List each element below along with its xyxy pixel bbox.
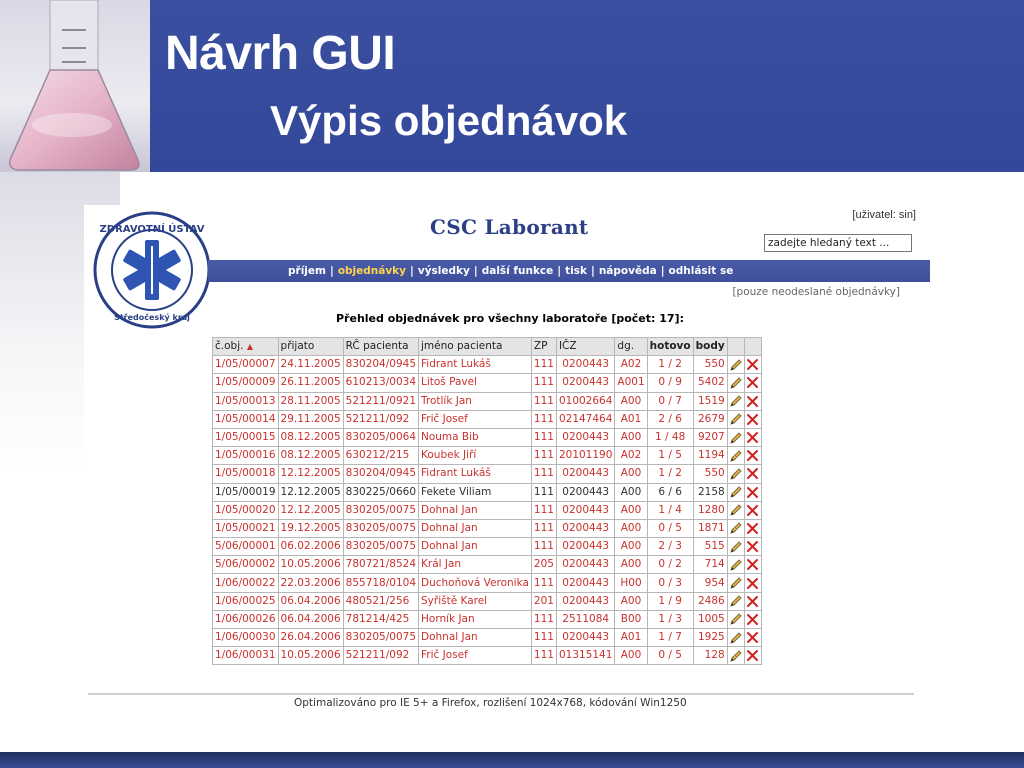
delete-button[interactable] bbox=[744, 428, 761, 446]
edit-button[interactable] bbox=[727, 610, 744, 628]
cell-hotovo: 1 / 5 bbox=[647, 447, 693, 465]
cell-rc: 855718/0104 bbox=[343, 574, 418, 592]
cell-body: 954 bbox=[693, 574, 727, 592]
delete-button[interactable] bbox=[744, 447, 761, 465]
cell-jmeno: Koubek Jiří bbox=[419, 447, 532, 465]
main-nav bbox=[208, 260, 930, 282]
cell-rc: 521211/092 bbox=[343, 410, 418, 428]
col-edit bbox=[727, 338, 744, 356]
cell-body: 515 bbox=[693, 538, 727, 556]
edit-pencil-icon bbox=[729, 649, 743, 663]
cell-body: 550 bbox=[693, 465, 727, 483]
cell-hotovo: 2 / 3 bbox=[647, 538, 693, 556]
cell-dg: A00 bbox=[615, 483, 647, 501]
cell-dg: A00 bbox=[615, 592, 647, 610]
delete-button[interactable] bbox=[744, 519, 761, 537]
flask-icon bbox=[0, 0, 150, 172]
cell-rc: 630212/215 bbox=[343, 447, 418, 465]
cell-prijato: 12.12.2005 bbox=[278, 465, 343, 483]
edit-pencil-icon bbox=[729, 394, 743, 408]
table-row[interactable] bbox=[213, 519, 762, 537]
slide-subtitle: Výpis objednávok bbox=[270, 97, 628, 144]
delete-button[interactable] bbox=[744, 392, 761, 410]
cell-hotovo: 6 / 6 bbox=[647, 483, 693, 501]
overview-title: Přehled objednávek pro všechny laboratoře [počet: 17]: bbox=[336, 312, 684, 325]
cell-icz: 0200443 bbox=[556, 538, 614, 556]
cell-jmeno: Fekete Viliam bbox=[419, 483, 532, 501]
cell-zp: 111 bbox=[531, 465, 556, 483]
cell-jmeno: Horník Jan bbox=[419, 610, 532, 628]
delete-x-icon bbox=[746, 431, 759, 444]
col-body[interactable]: body bbox=[693, 338, 727, 356]
nav-separator: | bbox=[590, 265, 595, 277]
cell-rc: 830205/0075 bbox=[343, 519, 418, 537]
cell-zp: 111 bbox=[531, 574, 556, 592]
col-delete bbox=[744, 338, 761, 356]
cell-jmeno: Frič Josef bbox=[419, 647, 532, 665]
cell-icz: 0200443 bbox=[556, 556, 614, 574]
edit-button[interactable] bbox=[727, 356, 744, 374]
cell-hotovo: 0 / 5 bbox=[647, 519, 693, 537]
cell-prijato: 06.04.2006 bbox=[278, 610, 343, 628]
delete-x-icon bbox=[746, 649, 759, 662]
cell-zp: 111 bbox=[531, 356, 556, 374]
col-prijato[interactable]: přijato bbox=[278, 338, 343, 356]
cell-prijato: 26.11.2005 bbox=[278, 374, 343, 392]
logo-text-top: ZDRAVOTNÍ ÚSTAV bbox=[99, 224, 205, 235]
edit-button[interactable] bbox=[727, 447, 744, 465]
cell-icz: 0200443 bbox=[556, 592, 614, 610]
table-row[interactable] bbox=[213, 356, 762, 374]
cell-dg: A02 bbox=[615, 447, 647, 465]
slide-footer-bar bbox=[0, 752, 1024, 768]
cell-cobj[interactable]: 1/05/00007 bbox=[213, 356, 279, 374]
cell-rc: 830225/0660 bbox=[343, 483, 418, 501]
cell-body: 714 bbox=[693, 556, 727, 574]
cell-prijato: 26.04.2006 bbox=[278, 629, 343, 647]
table-row[interactable] bbox=[213, 374, 762, 392]
col-cobj[interactable]: č.obj. ▲ bbox=[213, 338, 279, 356]
cell-icz: 0200443 bbox=[556, 374, 614, 392]
cell-rc: 780721/8524 bbox=[343, 556, 418, 574]
cell-jmeno: Litoš Pavel bbox=[419, 374, 532, 392]
cell-rc: 830204/0945 bbox=[343, 465, 418, 483]
cell-prijato: 10.05.2006 bbox=[278, 556, 343, 574]
col-jmeno[interactable]: jméno pacienta bbox=[419, 338, 532, 356]
cell-cobj[interactable]: 1/05/00015 bbox=[213, 428, 279, 446]
cell-prijato: 06.02.2006 bbox=[278, 538, 343, 556]
footer-divider bbox=[88, 693, 914, 695]
cell-body: 2679 bbox=[693, 410, 727, 428]
delete-button[interactable] bbox=[744, 374, 761, 392]
cell-prijato: 08.12.2005 bbox=[278, 428, 343, 446]
slide-title: Návrh GUI bbox=[165, 27, 396, 80]
cell-jmeno: Frič Josef bbox=[419, 410, 532, 428]
delete-button[interactable] bbox=[744, 538, 761, 556]
cell-jmeno: Fidrant Lukáš bbox=[419, 465, 532, 483]
cell-zp: 111 bbox=[531, 447, 556, 465]
delete-button[interactable] bbox=[744, 592, 761, 610]
cell-cobj[interactable]: 1/05/00013 bbox=[213, 392, 279, 410]
cell-dg: H00 bbox=[615, 574, 647, 592]
cell-rc: 830205/0075 bbox=[343, 501, 418, 519]
cell-hotovo: 0 / 5 bbox=[647, 647, 693, 665]
cell-body: 1280 bbox=[693, 501, 727, 519]
cell-icz: 0200443 bbox=[556, 356, 614, 374]
cell-cobj[interactable]: 1/06/00030 bbox=[213, 629, 279, 647]
edit-pencil-icon bbox=[729, 358, 743, 372]
edit-button[interactable] bbox=[727, 465, 744, 483]
cell-cobj[interactable]: 1/05/00020 bbox=[213, 501, 279, 519]
cell-jmeno: Trotlík Jan bbox=[419, 392, 532, 410]
cell-zp: 111 bbox=[531, 392, 556, 410]
col-icz[interactable]: IČZ bbox=[556, 338, 614, 356]
delete-x-icon bbox=[746, 486, 759, 499]
cell-dg: A01 bbox=[615, 629, 647, 647]
cell-body: 1871 bbox=[693, 519, 727, 537]
table-row[interactable] bbox=[213, 501, 762, 519]
nav-prijem[interactable]: příjem bbox=[288, 265, 326, 277]
edit-button[interactable] bbox=[727, 574, 744, 592]
cell-prijato: 12.12.2005 bbox=[278, 483, 343, 501]
edit-button[interactable] bbox=[727, 629, 744, 647]
cell-icz: 01315141 bbox=[556, 647, 614, 665]
cell-rc: 781214/425 bbox=[343, 610, 418, 628]
cell-rc: 830204/0945 bbox=[343, 356, 418, 374]
table-row[interactable] bbox=[213, 410, 762, 428]
delete-x-icon bbox=[746, 540, 759, 553]
edit-button[interactable] bbox=[727, 647, 744, 665]
cell-dg: A01 bbox=[615, 410, 647, 428]
delete-x-icon bbox=[746, 631, 759, 644]
cell-rc: 521211/092 bbox=[343, 647, 418, 665]
cell-prijato: 12.12.2005 bbox=[278, 501, 343, 519]
cell-dg: B00 bbox=[615, 610, 647, 628]
edit-button[interactable] bbox=[727, 556, 744, 574]
cell-prijato: 24.11.2005 bbox=[278, 356, 343, 374]
col-hotovo[interactable]: hotovo bbox=[647, 338, 693, 356]
table-row[interactable] bbox=[213, 447, 762, 465]
table-row[interactable] bbox=[213, 592, 762, 610]
cell-hotovo: 1 / 4 bbox=[647, 501, 693, 519]
table-row[interactable] bbox=[213, 629, 762, 647]
filter-unsent-link[interactable]: [pouze neodeslané objednávky] bbox=[732, 286, 900, 298]
cell-jmeno: Dohnal Jan bbox=[419, 629, 532, 647]
flask-image bbox=[0, 0, 150, 172]
cell-dg: A00 bbox=[615, 428, 647, 446]
cell-dg: A02 bbox=[615, 356, 647, 374]
search-input[interactable] bbox=[764, 234, 912, 252]
user-label: [uživatel: sin] bbox=[852, 209, 916, 221]
cell-rc: 830205/0064 bbox=[343, 428, 418, 446]
cell-prijato: 10.05.2006 bbox=[278, 647, 343, 665]
delete-button[interactable] bbox=[744, 465, 761, 483]
cell-body: 2158 bbox=[693, 483, 727, 501]
cell-body: 9207 bbox=[693, 428, 727, 446]
cell-dg: A00 bbox=[615, 647, 647, 665]
cell-jmeno: Duchoňová Veronika bbox=[419, 574, 532, 592]
nav-tisk[interactable]: tisk bbox=[565, 265, 587, 277]
cell-hotovo: 0 / 9 bbox=[647, 374, 693, 392]
cell-zp: 111 bbox=[531, 647, 556, 665]
cell-hotovo: 1 / 9 bbox=[647, 592, 693, 610]
cell-zp: 111 bbox=[531, 428, 556, 446]
cell-icz: 2511084 bbox=[556, 610, 614, 628]
cell-zp: 111 bbox=[531, 483, 556, 501]
edit-button[interactable] bbox=[727, 501, 744, 519]
cell-rc: 830205/0075 bbox=[343, 629, 418, 647]
cell-cobj[interactable]: 1/05/00016 bbox=[213, 447, 279, 465]
cell-zp: 111 bbox=[531, 538, 556, 556]
cell-dg: A00 bbox=[615, 519, 647, 537]
delete-x-icon bbox=[746, 449, 759, 462]
nav-separator: | bbox=[473, 265, 478, 277]
cell-jmeno: Dohnal Jan bbox=[419, 501, 532, 519]
delete-x-icon bbox=[746, 467, 759, 480]
cell-zp: 111 bbox=[531, 410, 556, 428]
cell-cobj[interactable]: 1/05/00014 bbox=[213, 410, 279, 428]
delete-button[interactable] bbox=[744, 610, 761, 628]
nav-separator: | bbox=[660, 265, 665, 277]
col-dg[interactable]: dg. bbox=[615, 338, 647, 356]
cell-hotovo: 1 / 3 bbox=[647, 610, 693, 628]
edit-button[interactable] bbox=[727, 374, 744, 392]
app-brand: CSC Laborant bbox=[430, 215, 589, 239]
table-row[interactable] bbox=[213, 428, 762, 446]
cell-jmeno: Dohnal Jan bbox=[419, 538, 532, 556]
cell-cobj[interactable]: 1/06/00031 bbox=[213, 647, 279, 665]
cell-cobj[interactable]: 5/06/00002 bbox=[213, 556, 279, 574]
institute-logo bbox=[92, 210, 212, 330]
table-row[interactable] bbox=[213, 647, 762, 665]
cell-hotovo: 1 / 2 bbox=[647, 356, 693, 374]
table-row[interactable] bbox=[213, 556, 762, 574]
delete-x-icon bbox=[746, 522, 759, 535]
cell-jmeno: Dohnal Jan bbox=[419, 519, 532, 537]
edit-pencil-icon bbox=[729, 412, 743, 426]
cell-prijato: 22.03.2006 bbox=[278, 574, 343, 592]
cell-icz: 20101190 bbox=[556, 447, 614, 465]
cell-prijato: 06.04.2006 bbox=[278, 592, 343, 610]
cell-body: 5402 bbox=[693, 374, 727, 392]
cell-zp: 111 bbox=[531, 519, 556, 537]
delete-x-icon bbox=[746, 376, 759, 389]
cell-body: 1005 bbox=[693, 610, 727, 628]
cell-rc: 830205/0075 bbox=[343, 538, 418, 556]
table-row[interactable] bbox=[213, 392, 762, 410]
cell-prijato: 28.11.2005 bbox=[278, 392, 343, 410]
cell-icz: 0200443 bbox=[556, 574, 614, 592]
sort-asc-icon: ▲ bbox=[246, 342, 253, 352]
cell-hotovo: 2 / 6 bbox=[647, 410, 693, 428]
cell-icz: 02147464 bbox=[556, 410, 614, 428]
cell-dg: A00 bbox=[615, 538, 647, 556]
cell-zp: 201 bbox=[531, 592, 556, 610]
cell-hotovo: 1 / 48 bbox=[647, 428, 693, 446]
table-row[interactable] bbox=[213, 483, 762, 501]
cell-icz: 0200443 bbox=[556, 428, 614, 446]
cell-cobj[interactable]: 1/05/00019 bbox=[213, 483, 279, 501]
edit-pencil-icon bbox=[729, 558, 743, 572]
delete-button[interactable] bbox=[744, 356, 761, 374]
table-row[interactable] bbox=[213, 574, 762, 592]
cell-icz: 01002664 bbox=[556, 392, 614, 410]
edit-pencil-icon bbox=[729, 576, 743, 590]
edit-button[interactable] bbox=[727, 428, 744, 446]
delete-button[interactable] bbox=[744, 483, 761, 501]
cell-hotovo: 1 / 2 bbox=[647, 465, 693, 483]
cell-cobj[interactable]: 1/06/00025 bbox=[213, 592, 279, 610]
delete-button[interactable] bbox=[744, 629, 761, 647]
edit-button[interactable] bbox=[727, 538, 744, 556]
cell-dg: A001 bbox=[615, 374, 647, 392]
nav-napoveda[interactable]: nápověda bbox=[598, 265, 657, 277]
edit-button[interactable] bbox=[727, 410, 744, 428]
cell-icz: 0200443 bbox=[556, 465, 614, 483]
delete-x-icon bbox=[746, 395, 759, 408]
delete-button[interactable] bbox=[744, 574, 761, 592]
col-rc[interactable]: RČ pacienta bbox=[343, 338, 418, 356]
edit-pencil-icon bbox=[729, 540, 743, 554]
cell-zp: 111 bbox=[531, 610, 556, 628]
table-row[interactable] bbox=[213, 610, 762, 628]
cell-dg: A00 bbox=[615, 392, 647, 410]
cell-cobj[interactable]: 1/06/00022 bbox=[213, 574, 279, 592]
cell-body: 2486 bbox=[693, 592, 727, 610]
logo-text-bottom: Středočeský kraj bbox=[114, 313, 190, 322]
cell-prijato: 29.11.2005 bbox=[278, 410, 343, 428]
cell-hotovo: 0 / 2 bbox=[647, 556, 693, 574]
cell-jmeno: Syřiště Karel bbox=[419, 592, 532, 610]
cell-body: 550 bbox=[693, 356, 727, 374]
cell-hotovo: 1 / 7 bbox=[647, 629, 693, 647]
delete-button[interactable] bbox=[744, 556, 761, 574]
delete-x-icon bbox=[746, 413, 759, 426]
app-window bbox=[84, 205, 930, 715]
cell-zp: 111 bbox=[531, 374, 556, 392]
cell-rc: 480521/256 bbox=[343, 592, 418, 610]
cell-dg: A00 bbox=[615, 556, 647, 574]
cell-hotovo: 0 / 3 bbox=[647, 574, 693, 592]
edit-pencil-icon bbox=[729, 431, 743, 445]
cell-jmeno: Nouma Bib bbox=[419, 428, 532, 446]
edit-pencil-icon bbox=[729, 467, 743, 481]
cell-cobj[interactable]: 5/06/00001 bbox=[213, 538, 279, 556]
cell-cobj[interactable]: 1/06/00026 bbox=[213, 610, 279, 628]
nav-dalsi-funkce[interactable]: další funkce bbox=[481, 265, 554, 277]
cell-icz: 0200443 bbox=[556, 483, 614, 501]
cell-cobj[interactable]: 1/05/00021 bbox=[213, 519, 279, 537]
nav-separator: | bbox=[329, 265, 334, 277]
delete-x-icon bbox=[746, 577, 759, 590]
nav-objednavky[interactable]: objednávky bbox=[337, 265, 407, 277]
cell-zp: 111 bbox=[531, 501, 556, 519]
cell-rc: 610213/0034 bbox=[343, 374, 418, 392]
edit-pencil-icon bbox=[729, 449, 743, 463]
nav-odhlasit[interactable]: odhlásit se bbox=[668, 265, 734, 277]
cell-dg: A00 bbox=[615, 465, 647, 483]
edit-button[interactable] bbox=[727, 592, 744, 610]
cell-icz: 0200443 bbox=[556, 501, 614, 519]
nav-separator: | bbox=[557, 265, 562, 277]
edit-pencil-icon bbox=[729, 612, 743, 626]
delete-x-icon bbox=[746, 358, 759, 371]
cell-prijato: 08.12.2005 bbox=[278, 447, 343, 465]
cell-dg: A00 bbox=[615, 501, 647, 519]
slide-header bbox=[0, 0, 1024, 172]
delete-x-icon bbox=[746, 504, 759, 517]
table-row[interactable] bbox=[213, 465, 762, 483]
cell-jmeno: Fidrant Lukáš bbox=[419, 356, 532, 374]
delete-x-icon bbox=[746, 613, 759, 626]
cell-zp: 111 bbox=[531, 629, 556, 647]
cell-cobj[interactable]: 1/05/00009 bbox=[213, 374, 279, 392]
delete-x-icon bbox=[746, 558, 759, 571]
table-row[interactable] bbox=[213, 538, 762, 556]
cell-icz: 0200443 bbox=[556, 629, 614, 647]
nav-vysledky[interactable]: výsledky bbox=[417, 265, 470, 277]
cell-icz: 0200443 bbox=[556, 519, 614, 537]
edit-pencil-icon bbox=[729, 521, 743, 535]
edit-button[interactable] bbox=[727, 483, 744, 501]
cell-body: 1925 bbox=[693, 629, 727, 647]
nav-separator: | bbox=[410, 265, 414, 277]
col-zp[interactable]: ZP bbox=[531, 338, 556, 356]
cell-body: 1194 bbox=[693, 447, 727, 465]
delete-button[interactable] bbox=[744, 501, 761, 519]
edit-button[interactable] bbox=[727, 392, 744, 410]
cell-body: 128 bbox=[693, 647, 727, 665]
delete-x-icon bbox=[746, 595, 759, 608]
orders-table bbox=[212, 337, 762, 665]
footer-note: Optimalizováno pro IE 5+ a Firefox, rozlišení 1024x768, kódování Win1250 bbox=[294, 697, 687, 709]
edit-pencil-icon bbox=[729, 594, 743, 608]
edit-pencil-icon bbox=[729, 485, 743, 499]
delete-button[interactable] bbox=[744, 410, 761, 428]
cell-body: 1519 bbox=[693, 392, 727, 410]
edit-button[interactable] bbox=[727, 519, 744, 537]
cell-jmeno: Král Jan bbox=[419, 556, 532, 574]
edit-pencil-icon bbox=[729, 631, 743, 645]
cell-rc: 521211/0921 bbox=[343, 392, 418, 410]
delete-button[interactable] bbox=[744, 647, 761, 665]
cell-prijato: 19.12.2005 bbox=[278, 519, 343, 537]
cell-zp: 205 bbox=[531, 556, 556, 574]
edit-pencil-icon bbox=[729, 503, 743, 517]
cell-cobj[interactable]: 1/05/00018 bbox=[213, 465, 279, 483]
table-header-row bbox=[213, 338, 762, 356]
cell-hotovo: 0 / 7 bbox=[647, 392, 693, 410]
edit-pencil-icon bbox=[729, 376, 743, 390]
